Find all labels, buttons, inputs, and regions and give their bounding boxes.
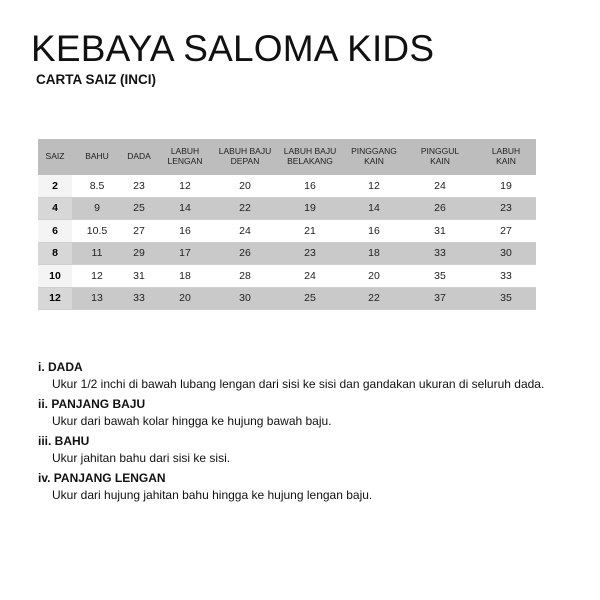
table-cell: 21: [276, 220, 344, 243]
table-cell: 23: [276, 242, 344, 265]
note-heading-panjang-lengan: iv. PANJANG LENGAN: [38, 471, 166, 485]
header-labuh-baju-depan: LABUH BAJU DEPAN: [214, 139, 276, 175]
table-cell: 27: [122, 220, 156, 243]
table-cell: 20: [156, 287, 214, 310]
size-cell: 4: [38, 197, 72, 220]
table-cell: 20: [214, 175, 276, 197]
note-heading-panjang-baju: ii. PANJANG BAJU: [38, 397, 146, 411]
table-cell: 24: [214, 220, 276, 243]
table-cell: 25: [276, 287, 344, 310]
chart-subtitle: CARTA SAIZ (INCI): [36, 72, 156, 87]
table-cell: 23: [122, 175, 156, 197]
note-text-dada: Ukur 1/2 inchi di bawah lubang lengan dari sisi ke sisi dan gandakan ukuran di seluruh dada.: [52, 377, 545, 391]
table-cell: 33: [476, 265, 536, 288]
table-cell: 8.5: [72, 175, 122, 197]
size-cell: 2: [38, 175, 72, 197]
note-heading-dada: i. DADA: [38, 360, 83, 374]
table-row: [38, 287, 536, 310]
table-cell: 12: [72, 265, 122, 288]
header-labuh-kain: LABUH KAIN: [476, 139, 536, 175]
table-cell: 37: [404, 287, 476, 310]
table-cell: 28: [214, 265, 276, 288]
table-cell: 29: [122, 242, 156, 265]
header-pinggul-kain: PINGGUL KAIN: [404, 139, 476, 175]
size-cell: 12: [38, 287, 72, 310]
table-row: [38, 265, 536, 288]
table-cell: 14: [156, 197, 214, 220]
note-heading-bahu: iii. BAHU: [38, 434, 90, 448]
table-cell: 19: [276, 197, 344, 220]
table-cell: 12: [156, 175, 214, 197]
table-cell: 10.5: [72, 220, 122, 243]
table-cell: 23: [476, 197, 536, 220]
size-cell: 6: [38, 220, 72, 243]
header-pinggang-kain: PINGGANG KAIN: [344, 139, 404, 175]
table-cell: 20: [344, 265, 404, 288]
table-cell: 22: [344, 287, 404, 310]
table-cell: 30: [214, 287, 276, 310]
note-text-panjang-baju: Ukur dari bawah kolar hingga ke hujung bawah baju.: [52, 414, 332, 428]
table-cell: 18: [156, 265, 214, 288]
table-cell: 9: [72, 197, 122, 220]
table-cell: 35: [404, 265, 476, 288]
table-row: [38, 197, 536, 220]
table-cell: 16: [156, 220, 214, 243]
table-cell: 31: [122, 265, 156, 288]
table-cell: 13: [72, 287, 122, 310]
size-cell: 10: [38, 265, 72, 288]
table-header-row: [38, 139, 536, 175]
table-cell: 33: [404, 242, 476, 265]
table-cell: 26: [404, 197, 476, 220]
table-cell: 11: [72, 242, 122, 265]
table-cell: 14: [344, 197, 404, 220]
table-cell: 25: [122, 197, 156, 220]
table-cell: 31: [404, 220, 476, 243]
table-cell: 18: [344, 242, 404, 265]
table-cell: 24: [404, 175, 476, 197]
header-bahu: BAHU: [72, 139, 122, 175]
table-cell: 17: [156, 242, 214, 265]
table-cell: 22: [214, 197, 276, 220]
header-saiz: SAIZ: [38, 139, 72, 175]
size-chart-table: [38, 139, 536, 310]
table-cell: 12: [344, 175, 404, 197]
table-cell: 26: [214, 242, 276, 265]
table-row: [38, 220, 536, 243]
table-cell: 30: [476, 242, 536, 265]
table-row: [38, 175, 536, 197]
table-cell: 16: [344, 220, 404, 243]
size-cell: 8: [38, 242, 72, 265]
header-labuh-lengan: LABUH LENGAN: [156, 139, 214, 175]
table-cell: 19: [476, 175, 536, 197]
table-cell: 33: [122, 287, 156, 310]
table-row: [38, 242, 536, 265]
note-text-panjang-lengan: Ukur dari hujung jahitan bahu hingga ke hujung lengan baju.: [52, 488, 373, 502]
note-text-bahu: Ukur jahitan bahu dari sisi ke sisi.: [52, 451, 231, 465]
table-cell: 24: [276, 265, 344, 288]
header-labuh-baju-belakang: LABUH BAJU BELAKANG: [276, 139, 344, 175]
measurement-notes: [38, 360, 588, 508]
table-cell: 35: [476, 287, 536, 310]
table-cell: 27: [476, 220, 536, 243]
header-dada: DADA: [122, 139, 156, 175]
page-title: KEBAYA SALOMA KIDS: [31, 28, 435, 69]
table-cell: 16: [276, 175, 344, 197]
